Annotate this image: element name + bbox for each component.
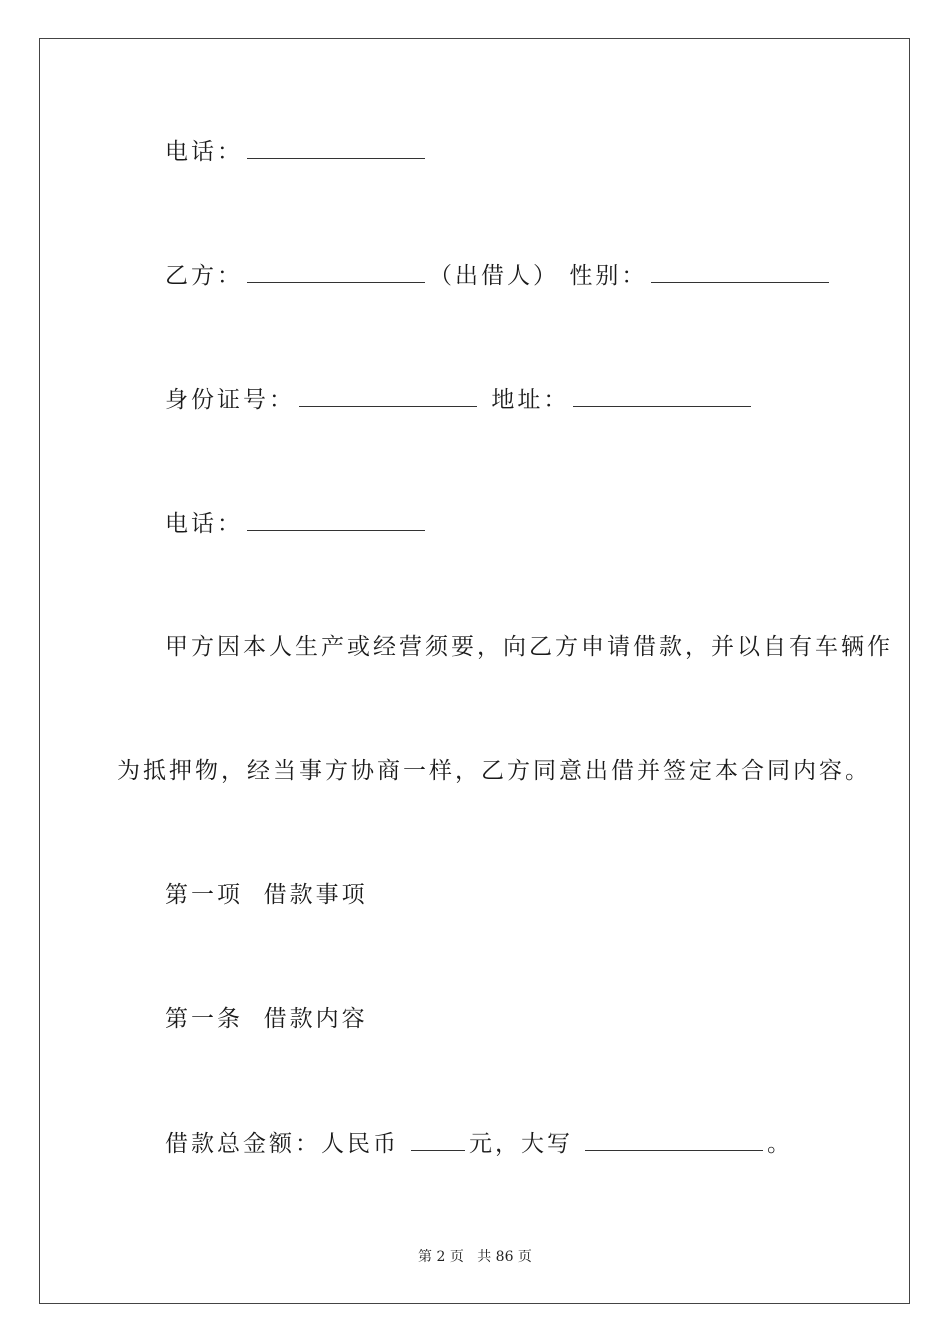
page-number: 第 2 页	[418, 1249, 464, 1265]
phone-label: 电话：	[165, 139, 243, 165]
amount-end: 。	[767, 1131, 793, 1157]
party-b-role: （出借人）	[429, 263, 559, 289]
address-blank	[573, 384, 751, 407]
paragraph-line-2: 为抵押物，经当事方协商一样，乙方同意出借并签定本合同内容。	[117, 758, 871, 784]
id-label: 身份证号：	[165, 387, 295, 413]
amount-unit: 元，大写	[469, 1131, 573, 1157]
party-b-blank	[247, 260, 425, 283]
address-label: 地址：	[491, 387, 570, 413]
phone-blank-2	[247, 508, 425, 531]
phone-label-2: 电话：	[165, 511, 243, 537]
amount-blank	[411, 1128, 465, 1151]
page-footer	[0, 1248, 950, 1266]
page-total: 共 86 页	[477, 1249, 532, 1265]
amount-label: 借款总金额：人民币	[165, 1131, 399, 1157]
id-address-line	[165, 384, 755, 415]
article-title: 第一条 借款内容	[165, 1006, 368, 1032]
paragraph-line-1: 甲方因本人生产或经营须要，向乙方申请借款，并以自有车辆作	[165, 634, 893, 660]
amount-line	[165, 1128, 793, 1159]
gender-label: 性别：	[569, 263, 648, 289]
phone-line-1	[165, 136, 429, 167]
phone-line-2	[165, 508, 429, 539]
party-b-label: 乙方：	[165, 263, 243, 289]
id-blank	[299, 384, 477, 407]
page-frame	[39, 38, 910, 1304]
party-b-line	[165, 260, 833, 291]
gender-blank	[651, 260, 829, 283]
phone-blank	[247, 136, 425, 159]
amount-words-blank	[585, 1128, 763, 1151]
section-title: 第一项 借款事项	[165, 882, 368, 908]
